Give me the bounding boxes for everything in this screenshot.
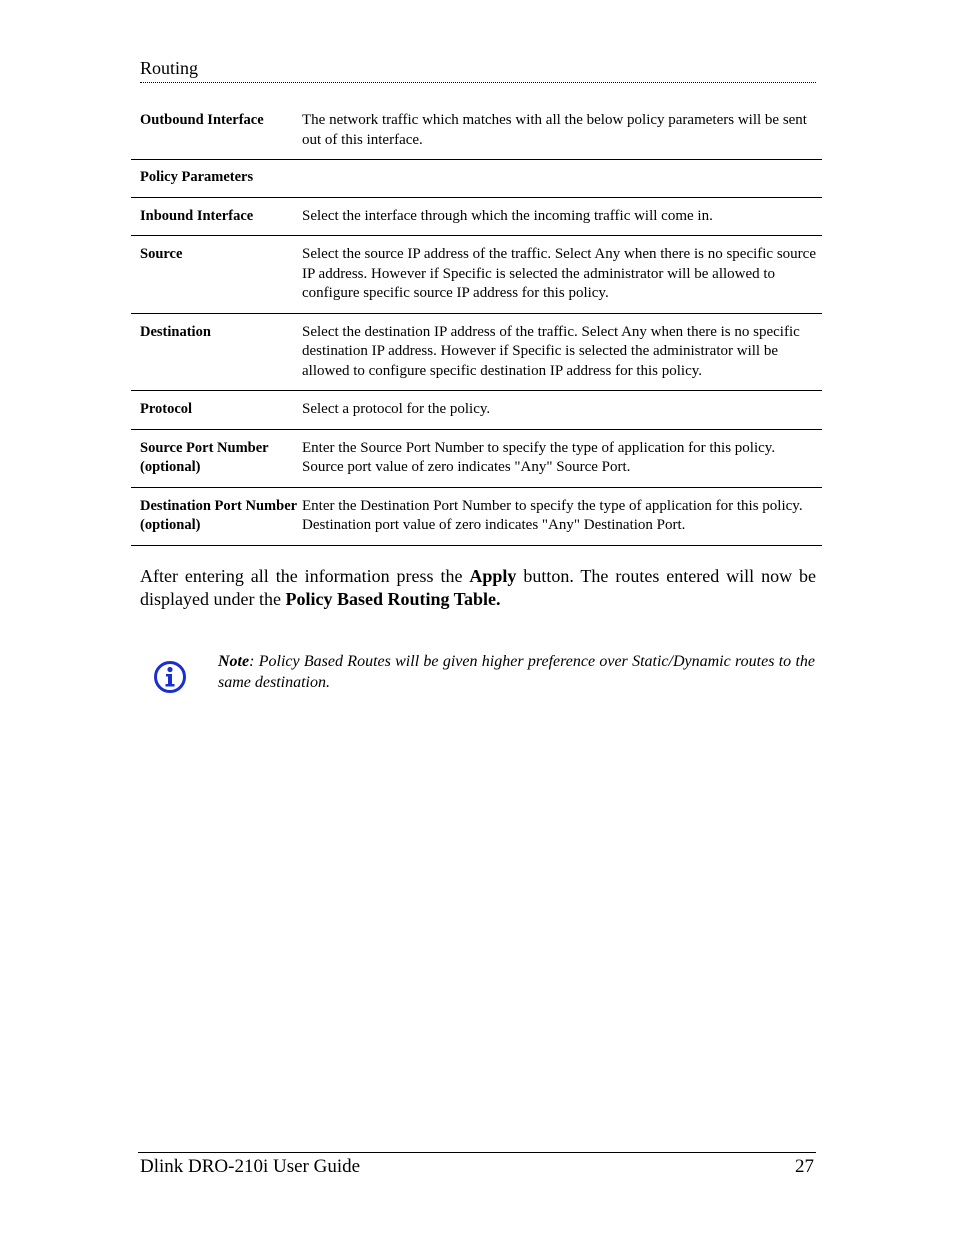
note — [218, 652, 815, 693]
term-cell: Source Port Number (optional) — [140, 439, 269, 475]
description-cell: Select the interface through which the incoming traffic will come in. — [302, 207, 713, 224]
body-paragraph — [140, 565, 816, 610]
description-cell: The network traffic which matches with all the below policy parameters will be sent out of this interface. — [302, 112, 807, 148]
table-row — [131, 197, 822, 236]
term-cell: Inbound Interface — [140, 207, 254, 224]
term-cell: Policy Parameters — [140, 169, 254, 185]
page-footer — [138, 1152, 816, 1181]
description-cell: Select the destination IP address of the traffic. Select Any when there is no specific destination IP address. However if Specific is selected the administrator will be allowed to configure specific destination IP address for this policy. — [302, 323, 800, 379]
term-cell: Source — [140, 246, 183, 262]
description-cell: Select a protocol for the policy. — [302, 401, 491, 417]
table-row — [131, 429, 822, 487]
paragraph-text-2: button. The routes entered will now be displayed under the — [140, 566, 816, 609]
note-text: : Policy Based Routes will be given higher preference over Static/Dynamic routes to the same destination. — [218, 653, 815, 691]
table-row — [131, 313, 822, 391]
table-row — [131, 236, 822, 314]
apply-term: Apply — [469, 566, 517, 586]
table-row — [131, 391, 822, 430]
section-title: Routing — [140, 58, 199, 78]
description-cell: Select the source IP address of the traffic. Select Any when there is no specific source IP address. However if Specific is selected the administrator will be allowed to configure specific source IP address for this policy. — [302, 246, 816, 301]
description-cell: Enter the Source Port Number to specify the type of application for this policy. Source port value of zero indicates "Any" Source Port. — [302, 439, 776, 475]
parameters-table — [131, 110, 822, 546]
term-cell: Protocol — [140, 401, 193, 417]
term-cell: Destination Port Number (optional) — [140, 497, 297, 533]
paragraph-text-1: After entering all the information press the — [140, 566, 470, 586]
description-cell: Enter the Destination Port Number to specify the type of application for this policy. Destination port value of zero indicates "Any" Destination Port. — [302, 497, 803, 533]
note-label: Note — [218, 653, 250, 670]
term-cell: Outbound Interface — [140, 112, 264, 128]
table-row — [131, 487, 822, 545]
table-row — [131, 160, 822, 198]
description-cell — [302, 160, 822, 198]
page-header — [140, 56, 816, 83]
term-cell: Destination — [140, 323, 211, 340]
table-row — [131, 110, 822, 160]
table-name-term: Policy Based Routing Table. — [285, 588, 501, 609]
footer-title: Dlink DRO-210i User Guide — [140, 1156, 361, 1177]
page-number: 27 — [795, 1156, 814, 1177]
info-icon — [153, 660, 187, 694]
